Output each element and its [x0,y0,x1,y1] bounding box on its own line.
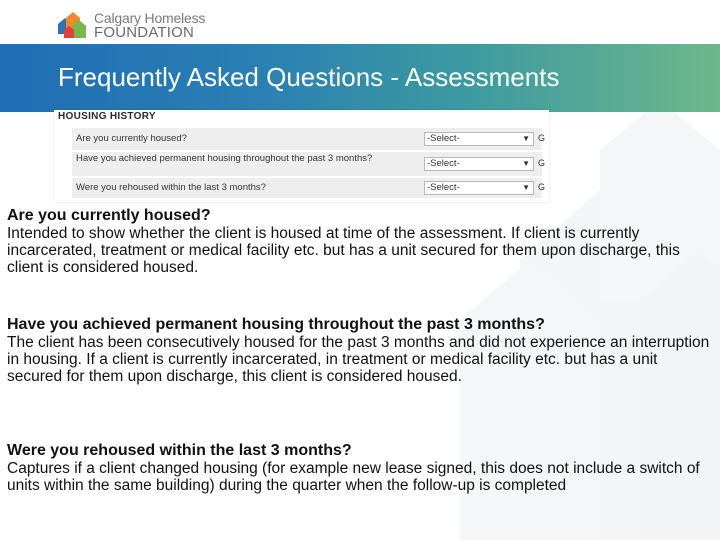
faq-item [7,315,715,385]
form-row [72,178,546,198]
form-row [72,152,546,176]
form-row [72,128,546,150]
rehoused-select[interactable] [424,181,534,195]
faq-answer: Intended to show whether the client is housed at time of the assessment. If client is currently incarcerated, treatment or medical facility etc. but has a unit secured for them upon discharge, this client is considered housed. [7,225,680,276]
chevron-down-icon: ▼ [522,183,530,192]
permanent-housing-select[interactable] [424,157,534,171]
form-row-suffix: G [538,133,546,143]
form-question: Were you rehoused within the last 3 months? [76,182,266,193]
form-row-suffix: G [538,158,546,168]
faq-question: Are you currently housed? [7,207,211,224]
bg-house-shape [460,260,600,540]
select-value: -Select- [427,182,460,193]
form-heading: HOUSING HISTORY [58,111,156,122]
slide-title: Frequently Asked Questions - Assessments [58,62,560,92]
faq-answer: Captures if a client changed housing (for example new lease signed, this does not include a switch of units within the same building) during the quarter when the follow-up is completed [7,460,700,494]
faq-answer: The client has been consecutively housed for the past 3 months and did not experience an interruption in housing. If a client is currently incarcerated, in treatment or medical facility etc. but has a unit secured for them upon discharge, this client is considered housed. [7,334,710,385]
faq-item [7,441,715,494]
logo-text-line2: FOUNDATION [94,24,195,41]
chevron-down-icon: ▼ [522,159,530,168]
chevron-down-icon: ▼ [522,134,530,143]
form-question: Have you achieved permanent housing throughout the past 3 months? [76,153,373,164]
select-value: -Select- [427,158,460,169]
logo-text-line1: Calgary Homeless [94,10,206,26]
form-row-suffix: G [538,182,546,192]
housed-select[interactable] [424,132,534,146]
logo [56,6,216,40]
housing-history-form [54,110,549,202]
faq-question: Were you rehoused within the last 3 months? [7,442,352,459]
faq-item [7,206,715,276]
form-question: Are you currently housed? [76,133,187,144]
bg-house-shape [640,250,720,540]
houses-logo-icon [56,8,90,40]
select-value: -Select- [427,133,460,144]
faq-question: Have you achieved permanent housing throughout the past 3 months? [7,316,545,333]
